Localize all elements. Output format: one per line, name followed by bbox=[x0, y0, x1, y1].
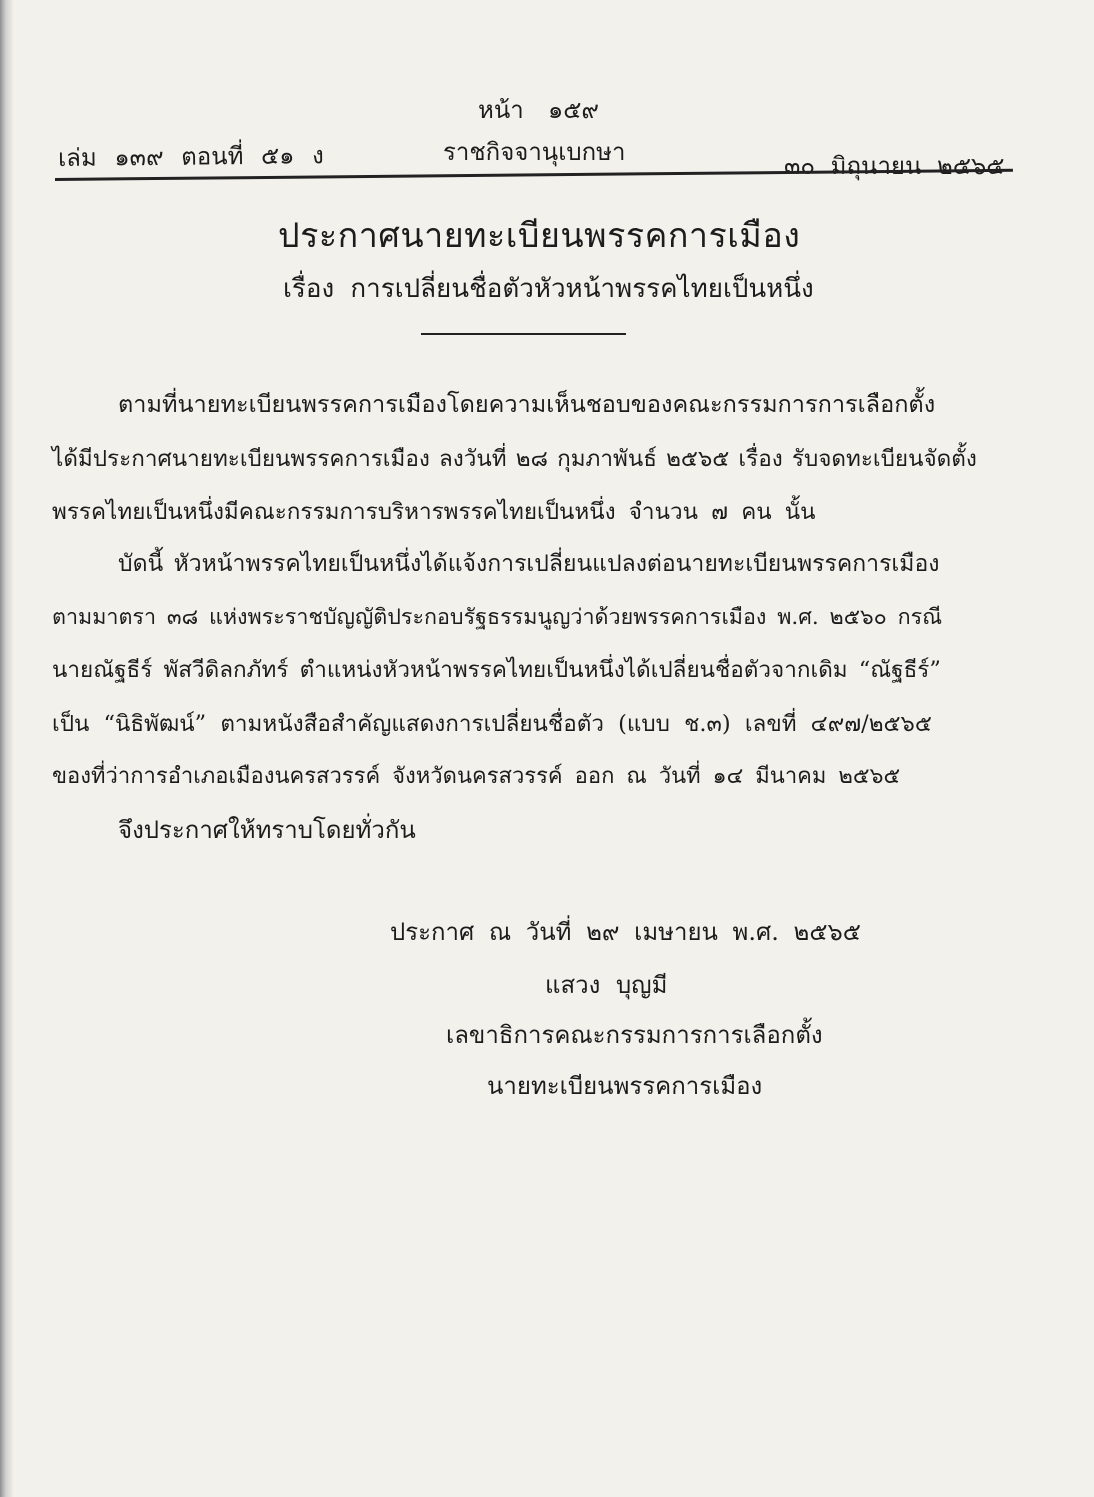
announcement-title: ประกาศนายทะเบียนพรรคการเมือง bbox=[278, 216, 801, 256]
paragraph-1-line-1: ตามที่นายทะเบียนพรรคการเมืองโดยความเห็นชอบของคณะกรรมการการเลือกตั้ง bbox=[118, 390, 936, 418]
signatory-position-2: นายทะเบียนพรรคการเมือง bbox=[487, 1072, 763, 1100]
gazette-name: ราชกิจจานุเบกษา bbox=[443, 138, 626, 166]
volume-info: เล่ม ๑๓๙ ตอนที่ ๕๑ ง bbox=[57, 141, 324, 172]
signatory-position-1: เลขาธิการคณะกรรมการการเลือกตั้ง bbox=[446, 1021, 823, 1049]
paragraph-1-line-2: ได้มีประกาศนายทะเบียนพรรคการเมือง ลงวันที่ ๒๘ กุมภาพันธ์ ๒๕๖๕ เรื่อง รับจดทะเบียนจัดตั้ง bbox=[52, 446, 977, 472]
announcement-subject: เรื่อง การเปลี่ยนชื่อตัวหัวหน้าพรรคไทยเป็นหนึ่ง bbox=[283, 274, 814, 304]
gazette-date: ๓๐ มิถุนายน ๒๕๖๕ bbox=[784, 152, 1005, 180]
paragraph-2-line-5: ของที่ว่าการอำเภอเมืองนครสวรรค์ จังหวัดนครสวรรค์ ออก ณ วันที่ ๑๔ มีนาคม ๒๕๖๕ bbox=[52, 764, 901, 789]
paragraph-3: จึงประกาศให้ทราบโดยทั่วกัน bbox=[118, 816, 416, 844]
paragraph-2-line-3: นายณัฐธีร์ พัสวีดิลกภัทร์ ตำแหน่งหัวหน้าพรรคไทยเป็นหนึ่งได้เปลี่ยนชื่อตัวจากเดิม “ณัฐธีร์” bbox=[52, 657, 941, 683]
announcement-date: ประกาศ ณ วันที่ ๒๙ เมษายน พ.ศ. ๒๕๖๕ bbox=[390, 918, 861, 946]
title-rule bbox=[421, 333, 626, 335]
paragraph-2-line-2: ตามมาตรา ๓๘ แห่งพระราชบัญญัติประกอบรัฐธรรมนูญว่าด้วยพรรคการเมือง พ.ศ. ๒๕๖๐ กรณี bbox=[52, 605, 943, 630]
paragraph-1-line-3: พรรคไทยเป็นหนึ่งมีคณะกรรมการบริหารพรรคไทยเป็นหนึ่ง จำนวน ๗ คน นั้น bbox=[52, 499, 816, 525]
page-number: ๑๕๙ bbox=[548, 96, 599, 124]
page-edge-shadow bbox=[0, 0, 14, 1497]
paragraph-2-line-1: บัดนี้ หัวหน้าพรรคไทยเป็นหนึ่งได้แจ้งการเปลี่ยนแปลงต่อนายทะเบียนพรรคการเมือง bbox=[118, 551, 940, 577]
page-label: หน้า bbox=[478, 96, 524, 124]
paragraph-2-line-4: เป็น “นิธิพัฒน์” ตามหนังสือสำคัญแสดงการเปลี่ยนชื่อตัว (แบบ ช.๓) เลขที่ ๔๙๗/๒๕๖๕ bbox=[52, 711, 932, 737]
signatory-name: แสวง บุญมี bbox=[545, 971, 668, 999]
